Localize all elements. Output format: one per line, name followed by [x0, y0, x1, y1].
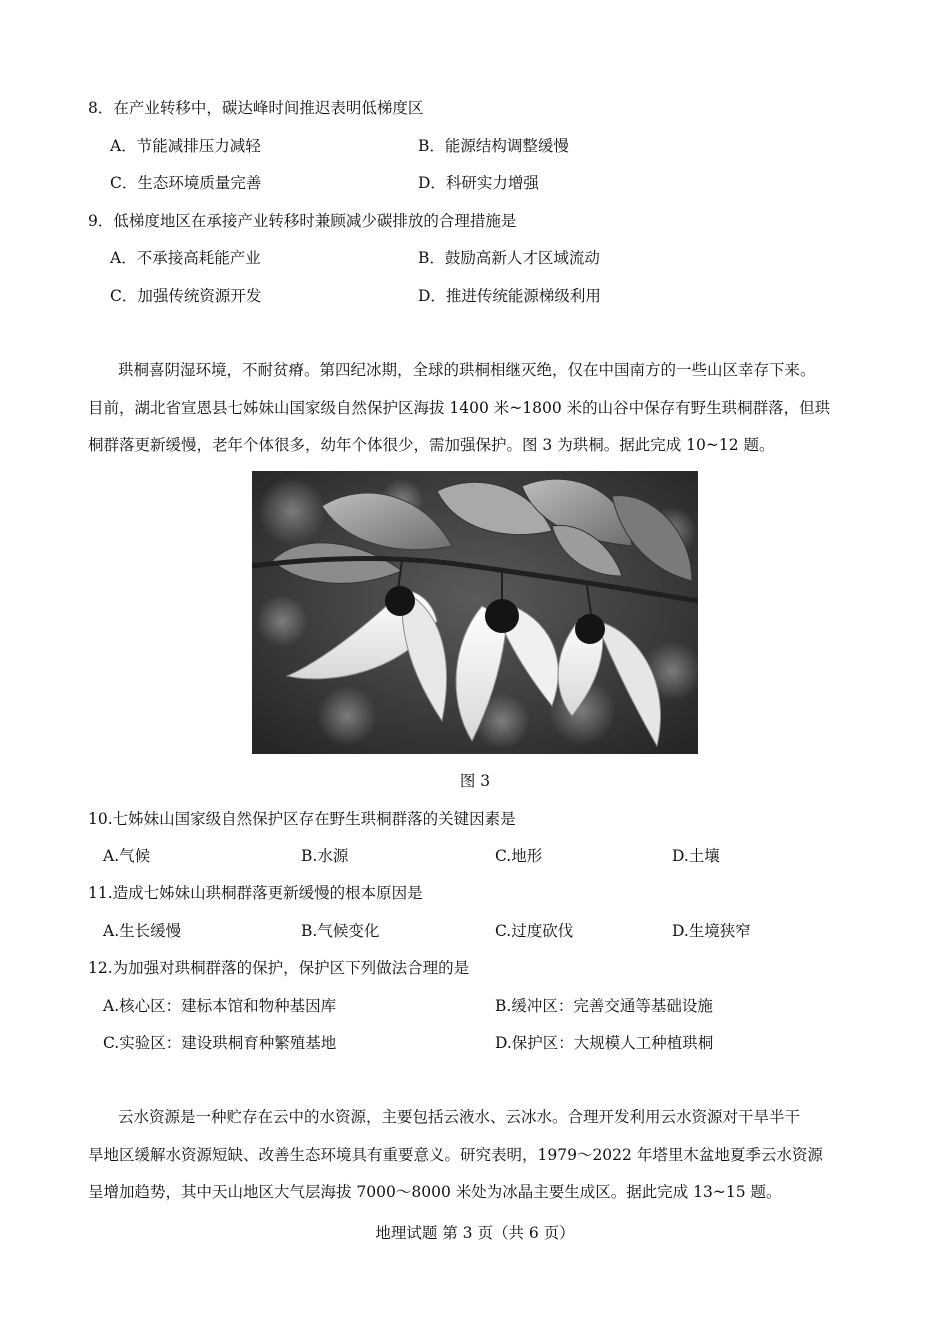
question-10-option-b: B.水源	[301, 847, 349, 865]
passage-1-line-3: 桐群落更新缓慢，老年个体很多，幼年个体很少，需加强保护。图 3 为珙桐。据此完成 10~12 题。	[88, 436, 775, 454]
question-8-stem: 8．在产业转移中，碳达峰时间推迟表明低梯度区	[88, 99, 424, 117]
question-10-stem: 10.七姊妹山国家级自然保护区存在野生珙桐群落的关键因素是	[88, 810, 516, 828]
question-12-option-b: B.缓冲区：完善交通等基础设施	[495, 997, 713, 1015]
passage-2-line-2: 旱地区缓解水资源短缺、改善生态环境具有重要意义。研究表明，1979～2022 年塔里木盆地夏季云水资源	[88, 1146, 823, 1164]
question-10-option-a: A.气候	[103, 847, 151, 865]
dove-tree-illustration	[252, 471, 698, 754]
question-12-option-a: A.核心区：建标本馆和物种基因库	[103, 997, 337, 1015]
passage-2-line-1: 云水资源是一种贮存在云中的水资源，主要包括云液水、云冰水。合理开发利用云水资源对干旱半干	[118, 1108, 801, 1126]
question-8-option-d: D．科研实力增强	[418, 174, 539, 192]
question-11-option-c: C.过度砍伐	[495, 922, 574, 940]
question-8-option-a: A．节能减排压力减轻	[110, 137, 261, 155]
passage-1-line-2: 目前，湖北省宣恩县七姊妹山国家级自然保护区海拔 1400 米~1800 米的山谷中保存有野生珙桐群落，但珙	[88, 399, 831, 417]
page-footer: 地理试题 第 3 页（共 6 页）	[375, 1224, 575, 1242]
question-11-option-d: D.生境狭窄	[672, 922, 751, 940]
question-11-option-a: A.生长缓慢	[103, 922, 182, 940]
question-11-stem: 11.造成七姊妹山珙桐群落更新缓慢的根本原因是	[88, 884, 423, 902]
passage-2-line-3: 呈增加趋势，其中天山地区大气层海拔 7000～8000 米处为冰晶主要生成区。据此完成 13~15 题。	[88, 1183, 782, 1201]
question-9-option-c: C．加强传统资源开发	[110, 287, 262, 305]
question-12-option-c: C.实验区：建设珙桐育种繁殖基地	[103, 1034, 337, 1052]
question-8-option-b: B．能源结构调整缓慢	[418, 137, 569, 155]
question-12-stem: 12.为加强对珙桐群落的保护，保护区下列做法合理的是	[88, 959, 470, 977]
figure-caption: 图 3	[459, 772, 491, 790]
passage-1-line-1: 珙桐喜阴湿环境，不耐贫瘠。第四纪冰期，全球的珙桐相继灭绝，仅在中国南方的一些山区幸存下来。	[118, 361, 816, 379]
question-9-stem: 9．低梯度地区在承接产业转移时兼顾减少碳排放的合理措施是	[88, 212, 517, 230]
dove-tree-photo	[252, 471, 698, 754]
question-9-option-a: A．不承接高耗能产业	[110, 249, 261, 267]
question-8-option-c: C．生态环境质量完善	[110, 174, 262, 192]
question-9-option-d: D．推进传统能源梯级利用	[418, 287, 601, 305]
question-10-option-c: C.地形	[495, 847, 543, 865]
question-11-option-b: B.气候变化	[301, 922, 380, 940]
question-10-option-d: D.土壤	[672, 847, 720, 865]
question-9-option-b: B．鼓励高新人才区域流动	[418, 249, 600, 267]
question-12-option-d: D.保护区：大规模人工种植珙桐	[495, 1034, 714, 1052]
